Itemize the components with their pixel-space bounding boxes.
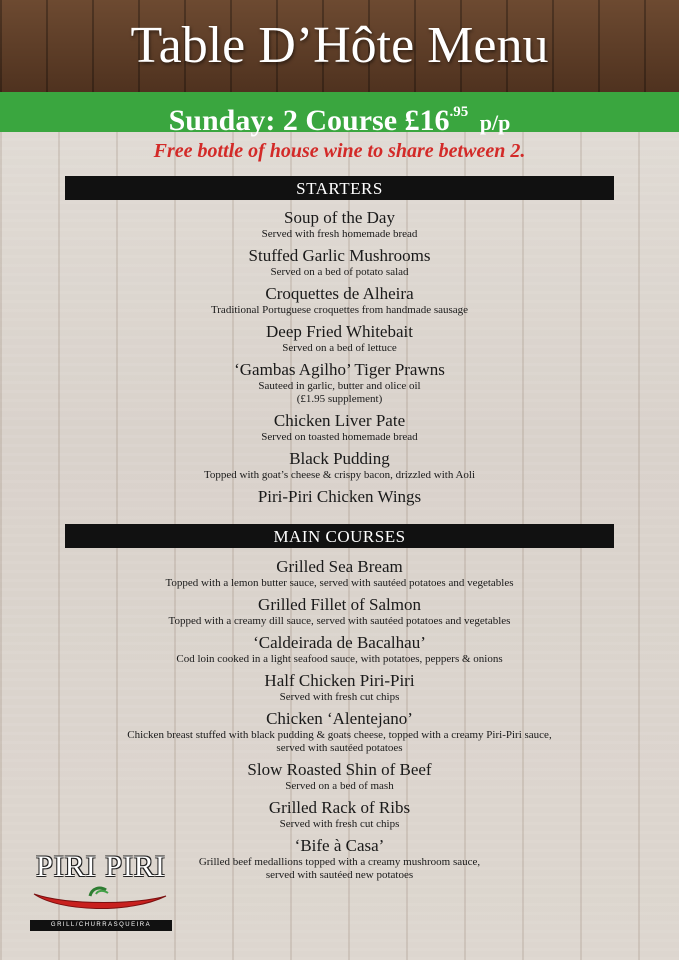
item-description: Served with fresh cut chips — [279, 818, 400, 830]
item-name: Grilled Sea Bream — [276, 557, 403, 576]
item-description: Served on a bed of lettuce — [282, 342, 397, 354]
item-description-line2: served with sautéed new potatoes — [265, 869, 414, 881]
starters-heading: STARTERS — [65, 176, 614, 200]
item-description: Grilled beef medallions topped with a creamy mushroom sauce, — [198, 856, 481, 868]
menu-item — [0, 208, 679, 241]
item-name: Piri-Piri Chicken Wings — [257, 487, 422, 506]
item-name: Black Pudding — [289, 449, 390, 468]
menu-item — [0, 411, 679, 444]
item-name: Chicken ‘Alentejano’ — [266, 709, 413, 728]
logo-name: PIRI PIRI — [36, 850, 166, 883]
item-name: Half Chicken Piri-Piri — [264, 671, 415, 690]
free-wine-note: Free bottle of house wine to share between 2. — [153, 140, 526, 162]
item-description-line2: served with sautéed potatoes — [276, 742, 403, 754]
menu-item — [0, 360, 679, 406]
menu-item — [0, 449, 679, 482]
item-description: Topped with a creamy dill sauce, served with sautéed potatoes and vegetables — [168, 615, 511, 627]
item-name: Stuffed Garlic Mushrooms — [248, 246, 431, 265]
item-name: Grilled Rack of Ribs — [268, 798, 411, 817]
item-name: ‘Gambas Agilho’ Tiger Prawns — [234, 360, 445, 379]
logo-subtitle: GRILL/CHURRASQUEIRA — [30, 920, 172, 931]
main-courses-heading: MAIN COURSES — [65, 524, 614, 548]
item-description: Served with fresh cut chips — [279, 691, 400, 703]
item-name: Soup of the Day — [284, 208, 395, 227]
menu-item — [0, 284, 679, 317]
item-name: Croquettes de Alheira — [265, 284, 414, 303]
menu-item — [0, 798, 679, 831]
item-name: Deep Fried Whitebait — [266, 322, 413, 341]
main-courses-list — [0, 557, 679, 882]
menu-item — [0, 633, 679, 666]
menu-item — [0, 595, 679, 628]
menu-item — [0, 487, 679, 507]
restaurant-logo — [30, 848, 172, 936]
item-description: Served on toasted homemade bread — [261, 431, 418, 443]
chili-pepper-icon — [30, 882, 172, 916]
item-description: Cod loin cooked in a light seafood sauce, with potatoes, peppers & onions — [176, 653, 503, 665]
page-title: Table D’Hôte Menu — [130, 17, 549, 74]
item-description: Served with fresh homemade bread — [261, 228, 418, 240]
item-description: Served on a bed of potato salad — [270, 266, 409, 278]
item-description: Chicken breast stuffed with black pudding & goats cheese, topped with a creamy Piri-Piri sauce, — [127, 729, 552, 741]
offer-price: Sunday: 2 Course £16 — [168, 104, 450, 137]
menu-item — [0, 557, 679, 590]
menu-item — [0, 709, 679, 755]
item-description: Served on a bed of mash — [285, 780, 394, 792]
item-description: Sauteed in garlic, butter and olice oil — [258, 380, 421, 392]
item-name: ‘Bife à Casa’ — [294, 836, 385, 855]
item-description: Topped with goat’s cheese & crispy bacon, drizzled with Aoli — [203, 469, 476, 481]
starters-list — [0, 208, 679, 507]
item-description: Topped with a lemon butter sauce, served with sautéed potatoes and vegetables — [165, 577, 514, 589]
item-name: Chicken Liver Pate — [273, 411, 406, 430]
item-description: Traditional Portuguese croquettes from handmade sausage — [210, 304, 469, 316]
menu-item — [0, 322, 679, 355]
item-name: ‘Caldeirada de Bacalhau’ — [253, 633, 426, 652]
menu-item — [0, 671, 679, 704]
offer-banner — [0, 92, 679, 137]
offer-pence: .95 — [449, 104, 469, 120]
menu-item — [0, 246, 679, 279]
item-name: Grilled Fillet of Salmon — [258, 595, 421, 614]
item-supplement: (£1.95 supplement) — [296, 393, 383, 405]
offer-per-person: p/p — [479, 110, 511, 135]
menu-item — [0, 760, 679, 793]
item-name: Slow Roasted Shin of Beef — [247, 760, 432, 779]
